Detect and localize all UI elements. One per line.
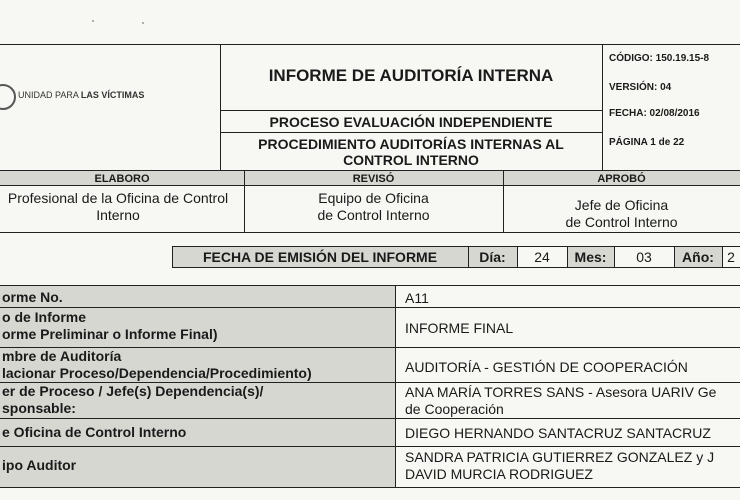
process-leader-label-line-1: er de Proceso / Jefe(s) Dependencia(s)/: [2, 383, 264, 399]
logo-text-part1: UNIDAD PARA: [18, 90, 81, 100]
aprobo-role: [503, 197, 740, 231]
info-column-divider: [395, 285, 396, 488]
document-code: CÓDIGO: 150.19.15-8: [609, 53, 710, 64]
control-office-head-label: e Oficina de Control Interno: [2, 424, 187, 440]
process-leader-value-line-1: ANA MARÍA TORRES SANS - Asesora UARIV Ge: [405, 384, 717, 400]
elaboro-role-line-1: Profesional de la Oficina de Control: [7, 190, 229, 206]
page-number: PÁGINA 1 de 22: [609, 137, 685, 148]
audit-name-value: AUDITORÍA - GESTIÓN DE COOPERACIÓN: [405, 359, 688, 375]
procedure-name: [220, 136, 602, 168]
approvals-bottom-border: [0, 232, 740, 233]
month-value: 03: [636, 249, 652, 265]
elaboro-role: [0, 190, 244, 224]
info-row-border: [0, 446, 740, 447]
report-type-label: [2, 309, 218, 343]
audit-team-value: [405, 449, 740, 483]
reviso-role-line-1: Equipo de Oficina: [318, 190, 429, 206]
logo-text-part2: LAS VÍCTIMAS: [80, 90, 145, 100]
report-number-label: orme No.: [2, 289, 63, 305]
document-date: FECHA: 02/08/2016: [609, 108, 700, 119]
info-row-border: [0, 285, 740, 286]
info-row-border: [0, 487, 740, 488]
info-row-border: [0, 418, 740, 419]
emission-date-label: FECHA DE EMISIÓN DEL INFORME: [202, 249, 438, 265]
elaboro-role-line-2: Interno: [96, 207, 140, 223]
day-value: 24: [534, 249, 550, 265]
audit-name-label-line-2: lacionar Proceso/Dependencia/Procedimiento): [2, 365, 312, 381]
aprobo-role-line-1: Jefe de Oficina: [574, 197, 669, 213]
header-row-divider: [220, 132, 603, 133]
process-leader-value-line-2: de Cooperación: [405, 401, 504, 417]
process-leader-label: [2, 383, 263, 417]
reviso-role: [244, 190, 503, 224]
audit-name-label: [2, 348, 312, 382]
header-row-divider: [220, 110, 603, 111]
document-title: INFORME DE AUDITORÍA INTERNA: [268, 66, 554, 85]
day-label: Día:: [479, 249, 506, 265]
process-name: PROCESO EVALUACIÓN INDEPENDIENTE: [269, 114, 553, 130]
aprobo-label: APROBÓ: [597, 173, 646, 185]
month-label: Mes:: [574, 249, 607, 265]
aprobo-role-line-2: de Control Interno: [565, 214, 678, 230]
process-leader-label-line-2: sponsable:: [2, 400, 76, 416]
audit-team-label: ipo Auditor: [2, 457, 77, 473]
report-type-label-line-1: o de Informe: [2, 309, 87, 325]
document-version: VERSIÓN: 04: [609, 82, 672, 93]
audit-team-value-line-2: DAVID MURCIA RODRIGUEZ: [405, 466, 593, 482]
report-type-label-line-2: orme Preliminar o Informe Final): [2, 326, 218, 342]
scan-speck: [142, 22, 144, 24]
year-value: 2: [727, 249, 735, 265]
procedure-line-2: CONTROL INTERNO: [343, 152, 479, 168]
audit-name-label-line-1: mbre de Auditoría: [2, 348, 122, 364]
audit-team-value-line-1: SANDRA PATRICIA GUTIERREZ GONZALEZ y J: [405, 449, 715, 465]
procedure-line-1: PROCEDIMIENTO AUDITORÍAS INTERNAS AL: [258, 136, 564, 152]
reviso-label: REVISÓ: [352, 173, 395, 185]
year-label: Año:: [682, 249, 714, 265]
info-row-border: [0, 307, 740, 308]
control-office-head-value: DIEGO HERNANDO SANTACRUZ SANTACRUZ: [405, 425, 711, 441]
report-type-value: INFORME FINAL: [405, 320, 514, 336]
header-top-border: [0, 44, 740, 45]
approvals-header-border: [0, 185, 740, 186]
scan-speck: [92, 20, 94, 22]
header-divider-right: [602, 44, 603, 171]
process-leader-value: [405, 384, 740, 418]
report-number-value: A11: [405, 290, 429, 306]
logo-icon: [0, 84, 16, 110]
reviso-role-line-2: de Control Interno: [317, 207, 430, 223]
elaboro-label: ELABORO: [94, 173, 150, 185]
logo-text: [18, 90, 144, 100]
